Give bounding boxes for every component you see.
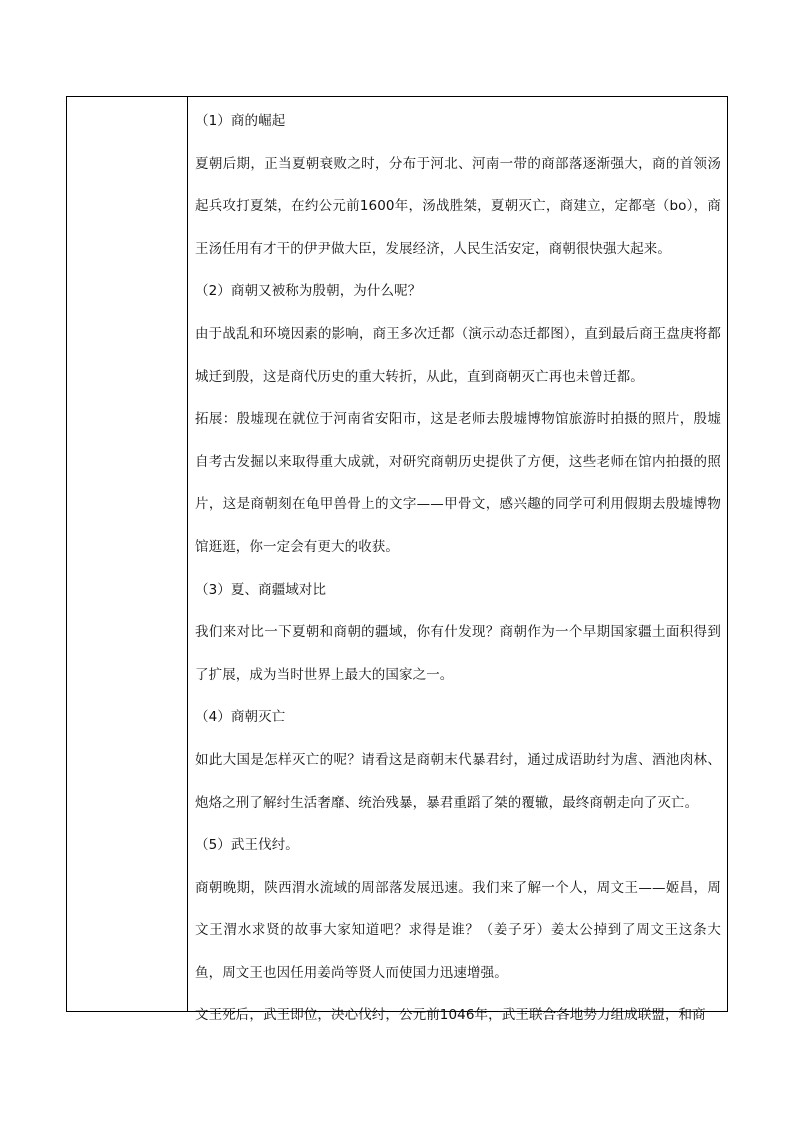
heading-territory-comparison: （3）夏、商疆域对比: [195, 581, 327, 598]
paragraph-fall-of-shang: 如此大国是怎样灭亡的呢？请看这是商朝末代暴君纣，通过成语助纣为虐、酒池肉林、炮烙之刑了解纣生活奢靡、统治残暴，暴君重蹈了桀的覆辙，最终商朝走向了灭亡。: [195, 751, 721, 811]
heading-fall-of-shang: （4）商朝灭亡: [195, 709, 286, 726]
paragraph-rise-of-shang: 夏朝后期，正当夏朝衰败之时，分布于河北、河南一带的商部落逐渐强大，商的首领汤起兵攻打夏桀，在约公元前1600年，汤战胜桀，夏朝灭亡，商建立，定都亳（bo），商王汤任用有才干的伊尹做大臣，发展经济，人民生活安定，商朝很快强大起来。: [195, 155, 721, 257]
paragraph-king-wu-campaign: 文王死后，武王即位，决心伐纣，公元前1046年，武王联合各地势力组成联盟，和商: [195, 1007, 706, 1024]
paragraph-zhou-rise: 商朝晚期，陕西渭水流域的周部落发展迅速。我们来了解一个人，周文王——姬昌，周文王渭水求贤的故事大家知道吧？求得是谁？（姜子牙）姜太公掉到了周文王这条大鱼，周文王也因任用姜尚等贤人而使国力迅速增强。: [195, 879, 721, 981]
paragraph-capital-moves: 由于战乱和环境因素的影响，商王多次迁都（演示动态迁都图），直到最后商王盘庚将都城迁到殷，这是商代历史的重大转折，从此，直到商朝灭亡再也未曾迁都。: [195, 325, 721, 385]
lesson-table: [66, 96, 728, 1024]
table-left-cell: [67, 97, 188, 1011]
heading-yin-dynasty: （2）商朝又被称为殷朝，为什么呢？: [195, 283, 422, 300]
paragraph-yinxu-extension: 拓展：殷墟现在就位于河南省安阳市，这是老师去殷墟博物馆旅游时拍摄的照片，殷墟自考古发掘以来取得重大成就，对研究商朝历史提供了方便，这些老师在馆内拍摄的照片，这是商朝刻在龟甲兽骨上的文字——甲骨文，感兴趣的同学可利用假期去殷墟博物馆逛逛，你一定会有更大的收获。: [195, 411, 721, 555]
table-content-cell: [188, 97, 727, 1024]
heading-king-wu: （5）武王伐纣。: [195, 837, 299, 854]
heading-rise-of-shang: （1）商的崛起: [195, 113, 286, 129]
paragraph-territory-comparison: 我们来对比一下夏朝和商朝的疆域，你有什发现？商朝作为一个早期国家疆土面积得到了扩展，成为当时世界上最大的国家之一。: [195, 624, 721, 683]
